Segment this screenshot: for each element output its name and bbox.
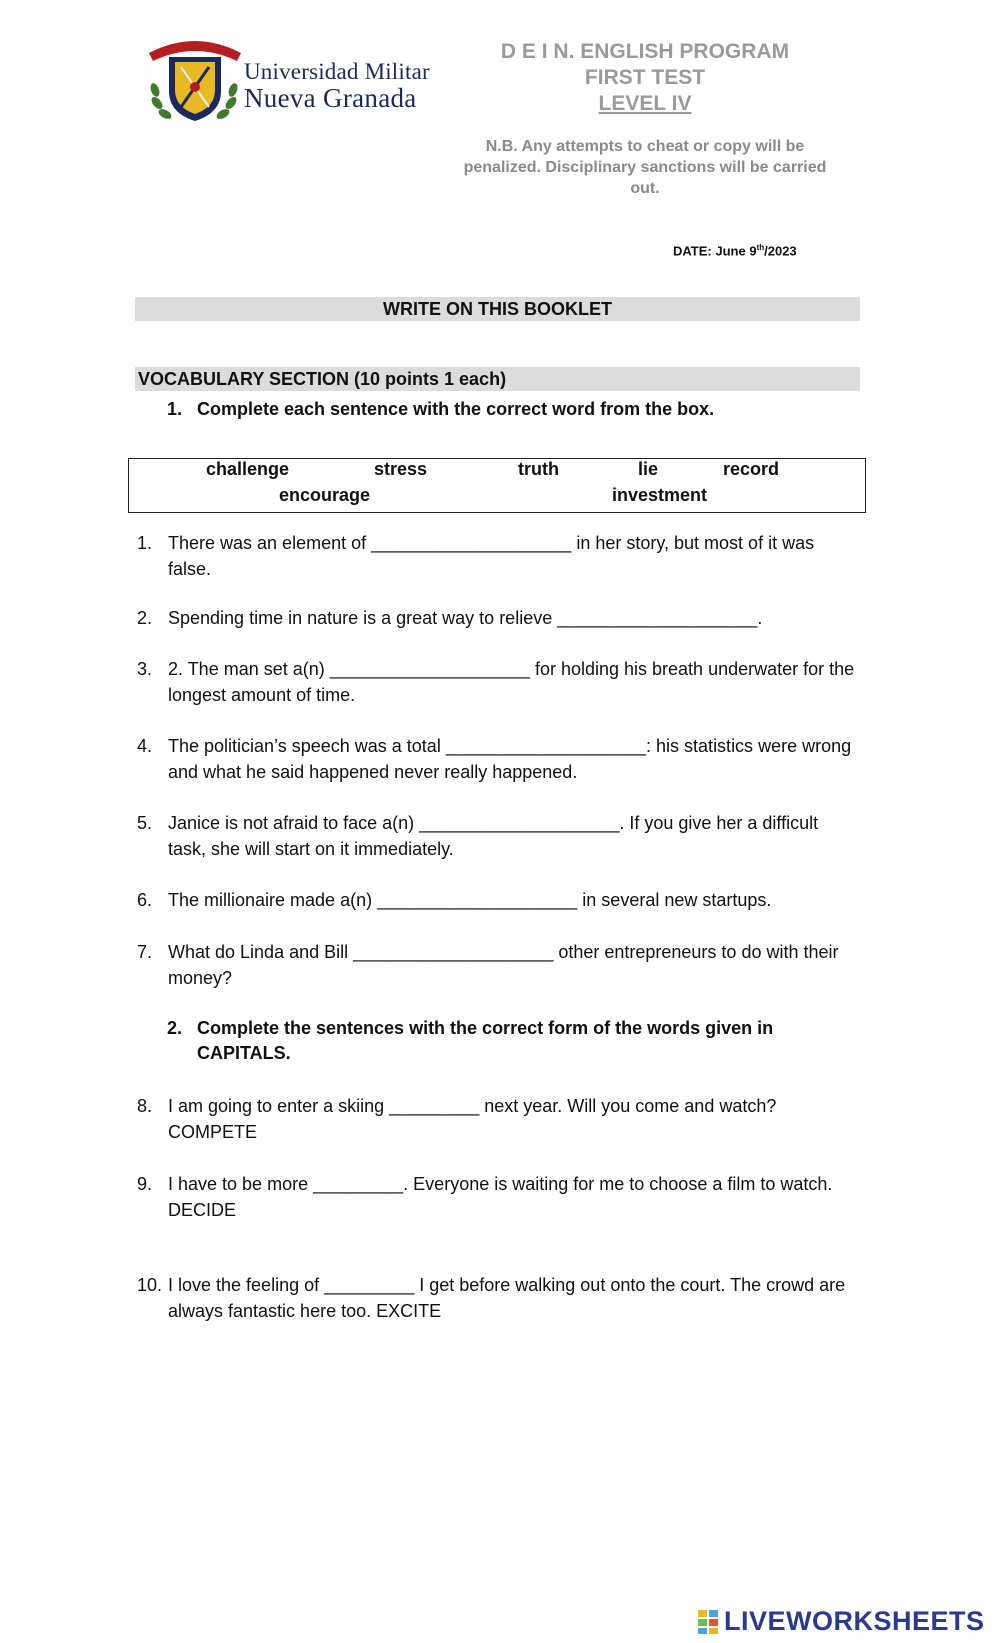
liveworksheets-footer xyxy=(697,1607,997,1637)
question-number: 10. xyxy=(137,1275,163,1295)
exam-date xyxy=(673,243,797,258)
instruction-1-text: Complete each sentence with the correct word from the box. xyxy=(197,399,715,419)
word-encourage: encourage xyxy=(279,485,371,505)
question-text: Janice is not afraid to face a(n) ____________________. If you give her a difficult task, she will start on it immediately. xyxy=(168,813,819,859)
word-box xyxy=(128,458,866,513)
word-challenge: challenge xyxy=(206,459,290,479)
question-number: 1. xyxy=(137,533,153,553)
question-text: There was an element of ____________________ in her story, but most of it was false. xyxy=(168,533,815,579)
instruction-2-text: Complete the sentences with the correct form of the words given in CAPITALS. xyxy=(197,1018,774,1063)
vocabulary-section-heading: VOCABULARY SECTION (10 points 1 each) xyxy=(135,367,860,391)
liveworksheets-logo-icon xyxy=(697,1609,721,1635)
word-investment: investment xyxy=(612,485,708,505)
question-number: 4. xyxy=(137,736,153,756)
question-text: I have to be more _________. Everyone is waiting for me to choose a film to watch. DECIDE xyxy=(168,1174,833,1220)
question-text: I am going to enter a skiing _________ next year. Will you come and watch? COMPETE xyxy=(168,1096,777,1142)
word-truth: truth xyxy=(518,459,559,479)
question-text: The millionaire made a(n) ____________________ in several new startups. xyxy=(168,890,772,910)
university-name-line1: Universidad Militar xyxy=(244,59,430,84)
question-text: The politician’s speech was a total ____________________: his statistics were wrong and what he said happened never really happened. xyxy=(168,736,852,782)
word-stress: stress xyxy=(374,459,428,479)
level-title: LEVEL IV xyxy=(598,92,692,115)
write-on-booklet-banner: WRITE ON THIS BOOKLET xyxy=(135,297,860,321)
program-title: D E I N. ENGLISH PROGRAM xyxy=(500,40,790,63)
date-prefix: DATE: June 9 xyxy=(673,243,757,259)
university-seal-icon xyxy=(145,35,245,127)
liveworksheets-brand: LIVEWORKSHEETS xyxy=(724,1606,985,1636)
cheating-notice: N.B. Any attempts to cheat or copy will be penalized. Disciplinary sanctions will be carried out. xyxy=(463,138,827,197)
question-number: 9. xyxy=(137,1174,153,1194)
word-record: record xyxy=(723,459,780,479)
question-number: 8. xyxy=(137,1096,153,1116)
question-number: 6. xyxy=(137,890,153,910)
university-name xyxy=(244,58,430,112)
university-name-line2: Nueva Granada xyxy=(244,83,417,113)
question-number: 2. xyxy=(137,608,153,628)
date-suffix: /2023 xyxy=(764,243,797,259)
test-title: FIRST TEST xyxy=(584,66,706,89)
word-lie: lie xyxy=(638,459,659,479)
question-number: 5. xyxy=(137,813,153,833)
question-text: Spending time in nature is a great way to relieve ____________________. xyxy=(168,608,763,628)
question-text: I love the feeling of _________ I get before walking out onto the court. The crowd are always fantastic here too. EXCITE xyxy=(168,1275,846,1321)
instruction-2 xyxy=(167,1016,774,1063)
instruction-2-number: 2. xyxy=(167,1018,183,1038)
university-logo xyxy=(145,35,435,125)
question-number: 3. xyxy=(137,659,153,679)
instruction-1-number: 1. xyxy=(167,399,183,419)
question-text: 2. The man set a(n) ____________________ for holding his breath underwater for the longest amount of time. xyxy=(168,659,855,705)
instruction-1 xyxy=(167,397,715,422)
question-text: What do Linda and Bill ____________________ other entrepreneurs to do with their money? xyxy=(168,942,839,988)
date-ordinal: th xyxy=(756,243,765,252)
question-number: 7. xyxy=(137,942,153,962)
